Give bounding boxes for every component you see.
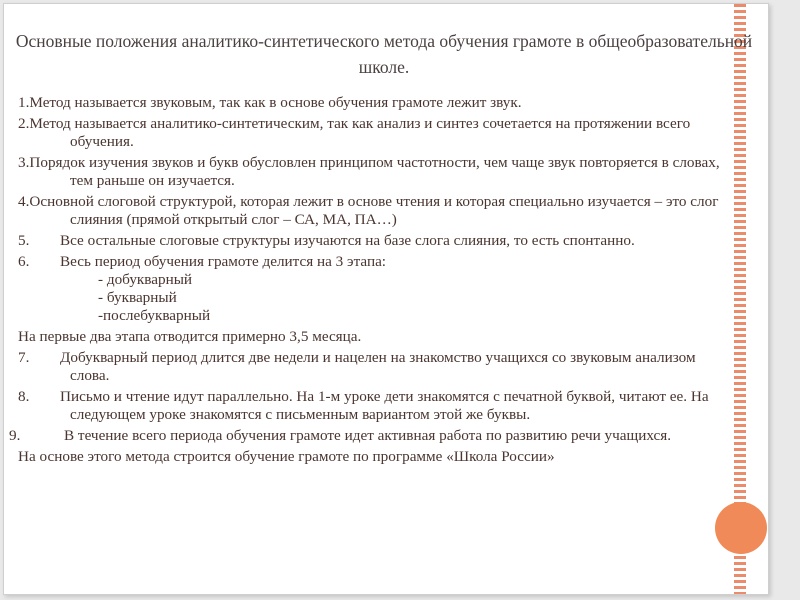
item-number: 9. (9, 427, 21, 444)
slide-title: Основные положения аналитико-синтетического метода обучения грамоте в общеобразовательной школе. (15, 31, 753, 77)
item-number: 6. (18, 253, 30, 270)
list-item (18, 232, 738, 250)
stage-item: -послебукварный (98, 307, 211, 324)
item-text: Все остальные слоговые структуры изучаются на базе слога слияния, то есть спонтанно. (60, 232, 635, 249)
list-item (18, 388, 738, 424)
item-number: 8. (18, 388, 30, 405)
months-note: На первые два этапа отводится примерно 3,5 месяца. (18, 328, 362, 345)
stage-item: - добукварный (98, 271, 193, 288)
list-item (18, 349, 738, 385)
item-text: Письмо и чтение идут параллельно. На 1-м уроке дети знакомятся с печатной буквой, читают ее. На следующем уроке знакомятся с письменным вариантом этой же буквы. (60, 388, 709, 423)
item-number: 7. (18, 349, 30, 366)
slide (3, 3, 769, 595)
decorative-circle (715, 502, 767, 554)
item-text: Добукварный период длится две недели и нацелен на знакомство учащихся со звуковым анализом слова. (60, 349, 696, 384)
conclusion: На основе этого метода строится обучение грамоте по программе «Школа России» (18, 448, 555, 465)
list-item: 4.Основной слоговой структурой, которая лежит в основе чтения и которая специально изучается – это слог слияния (прямой открытый слог – СА, МА, ПА…) (18, 193, 719, 228)
list-item (18, 253, 738, 271)
item-number: 5. (18, 232, 30, 249)
slide-body (9, 94, 738, 469)
item-text: Весь период обучения грамоте делится на 3 этапа: (60, 253, 387, 270)
item-text: В течение всего периода обучения грамоте идет активная работа по развитию речи учащихся. (64, 427, 672, 444)
list-item: 3.Порядок изучения звуков и букв обусловлен принципом частотности, чем чаще звук повторяется в словах, тем раньше он изучается. (18, 154, 720, 189)
list-item (9, 427, 738, 445)
stage-item: - букварный (98, 289, 177, 306)
list-item: 1.Метод называется звуковым, так как в основе обучения грамоте лежит звук. (18, 94, 522, 111)
list-item: 2.Метод называется аналитико-синтетическим, так как анализ и синтез сочетается на протяжении всего обучения. (18, 115, 691, 150)
